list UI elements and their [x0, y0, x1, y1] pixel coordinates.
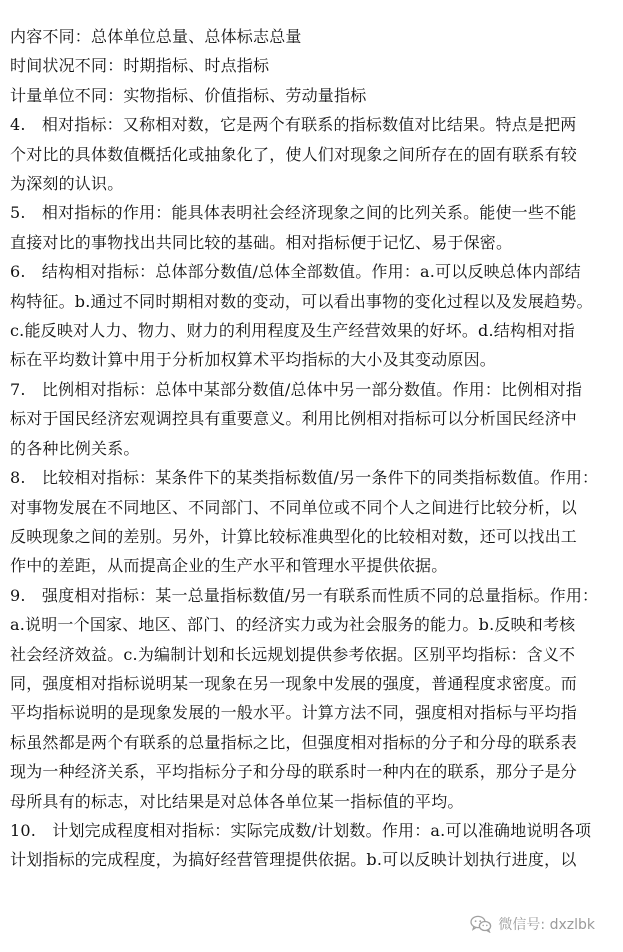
text-line: 7. 比例相对指标：总体中某部分数值/总体中另一部分数值。作用：比例相对指: [10, 379, 583, 399]
text-line: 10. 计划完成程度相对指标：实际完成数/计划数。作用：a.可以准确地说明各项: [10, 820, 592, 840]
text-line: 作中的差距，从而提高企业的生产水平和管理水平提供依据。: [10, 556, 448, 576]
text-line: 5. 相对指标的作用：能具体表明社会经济现象之间的比列关系。能使一些不能: [10, 203, 577, 223]
text-line: 的各种比例关系。: [10, 438, 140, 458]
text-line: 8. 比较相对指标：某条件下的某类指标数值/另一条件下的同类指标数值。作用：: [10, 468, 599, 488]
text-line: 直接对比的事物找出共同比较的基础。相对指标便于记忆、易于保密。: [10, 232, 513, 252]
text-line: 社会经济效益。c.为编制计划和长远规划提供参考依据。区别平均指标：含义不: [10, 644, 576, 664]
wechat-icon: [470, 915, 492, 933]
text-line: a.说明一个国家、地区、部门、的经济实力或为社会服务的能力。b.反映和考核: [10, 615, 576, 635]
text-line: 同，强度相对指标说明某一现象在另一现象中发展的强度，普通程度求密度。而: [10, 673, 578, 693]
text-line: 内容不同：总体单位总量、总体标志总量: [10, 27, 302, 46]
text-line: 构特征。b.通过不同时期相对数的变动，可以看出事物的变化过程以及发展趋势。: [10, 291, 593, 311]
text-line: 时间状况不同：时期指标、时点指标: [10, 56, 270, 76]
text-line: 对事物发展在不同地区、不同部门、不同单位或不同个人之间进行比较分析，以: [10, 497, 578, 517]
text-line: 现为一种经济关系，平均指标分子和分母的联系时一种内在的联系，那分子是分: [10, 762, 578, 782]
text-line: 9. 强度相对指标：某一总量指标数值/另一有联系而性质不同的总量指标。作用：: [10, 585, 599, 605]
text-line: 6. 结构相对指标：总体部分数值/总体全部数值。作用：a.可以反映总体内部结: [10, 262, 581, 282]
text-line: 个对比的具体数值概括化或抽象化了，使人们对现象之间所存在的固有联系有较: [10, 144, 578, 164]
watermark-text: 微信号: dxzlbk: [498, 917, 595, 933]
text-line: 反映现象之间的差别。另外，计算比较标准典型化的比较相对数，还可以找出工: [10, 526, 578, 546]
text-line: 计划指标的完成程度，为搞好经营管理提供依据。b.可以反映计划执行进度，以: [10, 850, 577, 870]
text-line: 标在平均数计算中用于分析加权算术平均指标的大小及其变动原因。: [10, 350, 497, 370]
text-line: 标对于国民经济宏观调控具有重要意义。利用比例相对指标可以分析国民经济中: [10, 409, 578, 429]
text-line: 计量单位不同：实物指标、价值指标、劳动量指标: [10, 85, 367, 105]
document-body: [10, 22, 612, 875]
text-line: 4. 相对指标：又称相对数，它是两个有联系的指标数值对比结果。特点是把两: [10, 115, 577, 135]
text-line: 为深刻的认识。: [10, 174, 124, 194]
text-line: 母所具有的标志，对比结果是对总体各单位某一指标值的平均。: [10, 791, 464, 811]
wechat-watermark: [470, 914, 595, 934]
text-line: 标虽然都是两个有联系的总量指标之比，但强度相对指标的分子和分母的联系表: [10, 732, 578, 752]
text-line: 平均指标说明的是现象发展的一般水平。计算方法不同，强度相对指标与平均指: [10, 703, 578, 723]
text-line: c.能反映对人力、物力、财力的利用程度及生产经营效果的好坏。d.结构相对指: [10, 321, 575, 341]
